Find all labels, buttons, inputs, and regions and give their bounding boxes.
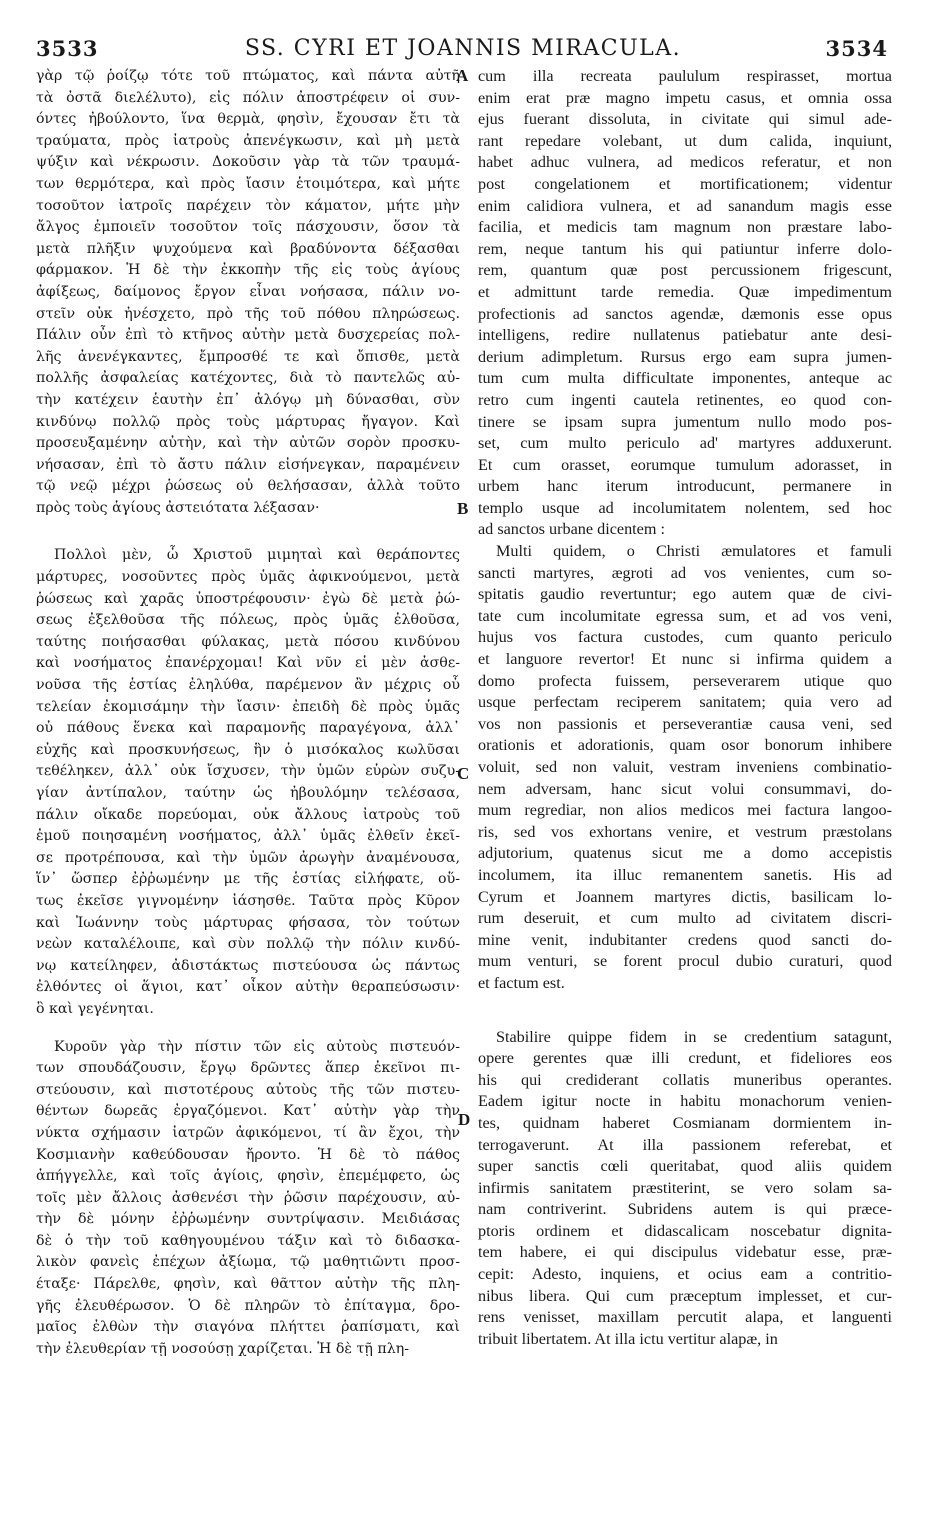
text-line: δὲ ὁ τὴν τοῦ καθηγουμένου τάξιν καὶ τὸ διδασκα- — [36, 1232, 460, 1249]
text-line: ἵν᾽ ὥσπερ ἐῤῥωμένην με τῆς ἑστίας εἰλήφατε, οὕ- — [36, 871, 460, 888]
section-marker-b: B — [457, 499, 469, 518]
text-line: tem habere, ei qui discipulus videbatur esse, præ- — [478, 1243, 892, 1262]
latin-paragraph — [478, 1027, 892, 1351]
latin-paragraph — [478, 541, 892, 994]
text-line: adjutorium, quatenus sicut me a domo accepistis — [478, 844, 892, 863]
text-line: νοῦσα τῆς ἑστίας ἐληλύθα, παρέμενον ἂν μέχρις οὗ — [36, 677, 460, 694]
text-line: rum deseruit, et cum multo ad civitatem discri- — [478, 909, 892, 928]
text-line: rem, quantum quæ post percussionem frigescunt, — [478, 261, 892, 280]
page-header — [0, 14, 926, 61]
text-line: vos non passionis et perseverantiæ causa veni, sed — [478, 714, 892, 733]
text-line: νῳ κατείληφεν, ἀδιστάκτως πιστεύουσα ὡς πάντως — [36, 957, 460, 974]
greek-column — [36, 66, 460, 1360]
text-line: et admittunt tarde remedia. Quæ impedimentum — [478, 282, 892, 301]
text-line: profectionis ad sanctos agendæ, dæmonis esse opus — [478, 304, 892, 323]
text-line: Πολλοὶ μὲν, ὦ Χριστοῦ μιμηταὶ καὶ θεράποντες — [54, 547, 460, 564]
text-line: tes, quidnam haberet Cosmianam dormientem in- — [478, 1113, 892, 1132]
section-marker-c: C — [457, 764, 470, 783]
text-line: opere gerentes quæ illi credunt, et fideliores eos — [478, 1049, 892, 1068]
text-line: λῆς ἀνενέγκαντες, ἔμπροσθέ τε καὶ ὄπισθε, μετὰ — [36, 348, 460, 365]
text-line: γίαν ἀντίπαλον, ταύτην ὡς ἠβουλόμην τελέσασα, — [36, 785, 460, 801]
text-line: mum venturi, se forent procul dubio curaturi, quod — [478, 952, 892, 971]
text-line: ἐμοῦ ποιησαμένη νοσήματος, ἀλλ᾽ ὑμᾶς ἐλθεῖν ἐκεῖ- — [36, 828, 460, 845]
text-line: Eadem igitur nocte in habitu monachorum venien- — [478, 1092, 892, 1111]
text-line: ἐλθόντες οἱ ἅγιοι, κατ᾽ οἶκον αὐτὴν θεραπεύσωσιν· — [36, 979, 460, 996]
text-line: των σπουδάζουσιν, ἔργῳ δρῶντες ἅπερ ἐκεῖνοι πι- — [36, 1060, 460, 1077]
text-line: λικὸν φανεὶς ἐπέχων ἀξίωμα, τῷ μαθητιῶντι προσ- — [36, 1254, 460, 1271]
greek-paragraph — [36, 1037, 460, 1361]
running-title: SS. CYRI ET JOANNIS MIRACULA. — [244, 36, 682, 61]
text-line: nibus libera. Qui cum præceptum implesset, et cur- — [478, 1286, 892, 1305]
page-number-left: 3533 — [36, 36, 99, 61]
text-line: intelligens, redire nullatenus patiebatur ante desi- — [478, 326, 892, 345]
text-line: θέντων δωρεᾶς ἐργαζόμενοι. Κατ᾽ αὐτὴν γὰρ τὴν — [36, 1103, 460, 1120]
text-line: των θερμότερα, καὶ πρὸς ἴασιν ἑτοιμότερα, καὶ μήτε — [36, 175, 460, 192]
text-line: φάρμακον. Ἡ δὲ τὴν ἐκκοπὴν τῆς εἰς τοὺς ἁγίους — [36, 262, 460, 279]
greek-paragraph — [36, 545, 460, 1020]
text-line: habet adhuc vulnera, ad medicos referatur, et non — [478, 153, 892, 172]
text-line: super sanctis cœli queritabat, quod aliis quidem — [478, 1157, 892, 1176]
text-line: enim calidiora vulnera, et ad sanandum magis esse — [478, 196, 892, 215]
text-line: κινδύνῳ πολλῷ πρὸς τοὺς μάρτυρας ἤγαγον. Καὶ — [36, 413, 460, 430]
text-line: τὴν δὲ μόνην ἐῤῥωμένην συντρίψασιν. Μειδιάσας — [36, 1211, 460, 1228]
text-line: templo usque ad incolumitatem nolentem, sed hoc — [478, 498, 892, 517]
text-line: καὶ νοσήματος ἐπανέρχομαι! Καὶ νῦν εἰ μὲν ἀσθε- — [36, 655, 460, 672]
text-line: infirmis sanitatem præstiterint, se vero solam sa- — [478, 1178, 892, 1197]
text-line: rens venisset, maxillam percutit alapa, et languenti — [478, 1308, 892, 1327]
section-marker-a: A — [456, 66, 469, 85]
text-line: ταύτης ποιήσασθαι φύλακας, μετὰ πόσου κινδύνου — [36, 633, 460, 650]
text-line: ὃ καὶ γεγένηται. — [36, 1000, 154, 1017]
text-line: ptoris ordinem et didascalicam noscebatur dignita- — [478, 1221, 892, 1240]
text-line: ad sanctos urbane dicentem : — [478, 520, 665, 539]
text-line: orationis et adorationis, quam osor bonorum inhibere — [478, 736, 892, 755]
text-line: ἄλγος ἐμποιεῖν τοσοῦτον τοῖς πάσχουσιν, ὅσον τὰ — [36, 219, 460, 236]
text-line: set, cum multo periculo ad' martyres adduxerunt. — [478, 434, 892, 453]
text-line: ἀφίξεως, δαίμονος ἔργον εἶναι νοήσασα, πάλιν νο- — [36, 283, 460, 300]
text-line: γὰρ τῷ ῥοίζῳ τότε τοῦ πτώματος, καὶ πάντα αὐτῆ — [36, 68, 460, 84]
text-line: τοῖς μὲν ἄλλοις ἀσθενέσι τὴν ῥῶσιν παρέχουσιν, αὐ- — [36, 1189, 460, 1206]
text-line: στεύουσιν, καὶ πιστοτέρους αὐτοὺς τῆς τῶν πιστευ- — [36, 1081, 460, 1098]
text-line: his qui crediderant collatis muneribus operantes. — [478, 1070, 892, 1089]
text-line: Et cum orasset, eorumque tumulum adorasset, in — [478, 455, 892, 474]
text-line: Stabilire quippe fidem in se credentium satagunt, — [496, 1027, 892, 1046]
text-line: νεὼν καταλέλοιπε, καὶ σὺν πολλῷ τὴν πόλιν κινδύ- — [36, 936, 460, 953]
text-line: nam contriverint. Subridens autem is qui præce- — [478, 1200, 892, 1219]
text-line: spitatis gaudio revertuntur; ego autem quæ de civi- — [478, 585, 892, 604]
text-line: πάλιν οἴκαδε πορεύομαι, οὐκ ἄλλους ἰατροὺς τοῦ — [36, 806, 460, 823]
text-line: incolumem, ita illuc remanentem sanetis. His ad — [478, 865, 892, 884]
text-line: ῥώσεως καὶ χαρᾶς ὑποστρέφουσιν· ἐγὼ δὲ μετὰ ῥώ- — [36, 590, 460, 607]
text-line: facilia, et medicis tam magnum non præstare labo- — [478, 218, 892, 237]
text-line: Multi quidem, o Christi æmulatores et famuli — [496, 542, 892, 561]
text-line: Κοσμιανὴν καθεύδουσαν ἤροντο. Ἡ δὲ τὸ πάθος — [36, 1146, 460, 1163]
section-marker-d: D — [458, 1110, 471, 1129]
text-line: μάρτυρες, νοσοῦντες πρὸς ὑμᾶς ἀφικνούμενοι, μετὰ — [36, 569, 460, 586]
latin-column — [478, 66, 892, 1350]
text-line: εὐχῆς καὶ προσκυνήσεως, ἣν ὁ μισόκαλος κωλῦσαι — [36, 741, 460, 758]
text-line: τοσοῦτον ἰατροῖς παρέχειν τὸν κάματον, μήτε μὴν — [36, 197, 460, 214]
page-number-right: 3534 — [825, 36, 888, 61]
text-line: tinere se ipsam supra jumentum nullo modo pos- — [478, 412, 892, 431]
text-line: et factum est. — [478, 973, 565, 992]
text-line: μετὰ πλῆξιν ψυχούμενα καὶ βραδύνοντα δέξασθαι — [36, 240, 460, 257]
text-line: έταξε· Πάρελθε, φησὶν, καὶ θᾶττον αὐτὴν τῆς πλη- — [36, 1276, 460, 1293]
text-line: Cyrum et Joannem martyres dictis, basilicam lo- — [478, 887, 892, 906]
text-line: et languore revertor! Et nunc si infirma quidem a — [478, 650, 892, 669]
text-line: όντες ἠβούλοντο, ἵνα θερμὰ, φησὶν, ἔχουσαν ἔτι τὰ — [36, 111, 460, 128]
text-line: tum cum multa difficultate imponentes, anteque ac — [478, 369, 892, 388]
latin-paragraph — [478, 66, 892, 541]
text-line: voluit, sed non valuit, vestram inveniens combinatio- — [478, 758, 892, 776]
text-line: cum illa recreata paululum respirasset, mortua — [478, 67, 892, 85]
text-line: τὴν ἐλευθερίαν τῇ νοσούσῃ χαρίζεται. Ἡ δὲ τῇ πλη- — [36, 1340, 409, 1357]
text-line: σεως ἐξελθοῦσα τῆς πόλεως, πρὸς ὑμᾶς ἐλθοῦσα, — [36, 612, 460, 629]
text-line: νύκτα σχήμασιν ἰατρῶν ἀφικόμενοι, τί ἂν ἔχοι, τὴν — [36, 1124, 460, 1141]
text-line: ψύξιν καὶ νέκρωσιν. Δοκοῦσιν γὰρ τὰ τῶν τραυμά- — [36, 154, 460, 171]
text-line: hujus vos factura custodes, cum quanto periculo — [478, 628, 892, 647]
text-line: σε προτρέπουσα, καὶ τὴν ὑμῶν ἀρωγὴν ἀναμένουσα, — [36, 849, 460, 866]
text-line: Πάλιν οὖν ἐπὶ τὸ κτῆνος αὐτὴν μετὰ δυσχερείας πολ- — [36, 327, 460, 344]
text-line: πολλῆς ἀσφαλείας κατέχοντες, διὰ τὸ παντελῶς αὐ- — [36, 370, 460, 387]
text-line: terrogaverunt. At illa passionem referebat, et — [478, 1135, 892, 1154]
text-line: στεῖν οὐκ ἠνέσχετο, πρὸ τῆς τοῦ πόθου πληρώσεως. — [36, 305, 460, 322]
text-line: cepit: Adesto, inquiens, et ocius eam a contritio- — [478, 1265, 892, 1284]
text-line: rant repedare volebant, ut dum calida, inquiunt, — [478, 131, 892, 150]
text-line: τως ἐκεῖσε γιγνομένην ἰάσησθε. Ταῦτα πρὸς Κῦρον — [36, 892, 460, 909]
text-line: tate cum incolumitate egressa sum, et ad vos veni, — [478, 606, 892, 625]
text-line: νήσασαν, ἐπὶ τὸ ἄστυ πάλιν εἰσήνεγκαν, παραμένειν — [36, 456, 460, 473]
text-line: domo profecta fuissem, perseverarem utique quo — [478, 671, 892, 690]
text-line: mine venit, indubitanter credens quod sancti do- — [478, 930, 892, 949]
text-line: usque perfectam reciperem sanitatem; quia vero ad — [478, 693, 892, 712]
text-line: ris, sed vos exhortans venire, et vestrum præstolans — [478, 822, 892, 841]
text-line: mum regrediar, non alios medicos mei factura langoo- — [478, 801, 892, 820]
text-line: Κυροῦν γὰρ τὴν πίστιν τῶν εἰς αὐτοὺς πιστευόν- — [54, 1038, 460, 1055]
text-line: ejus fuerant dissoluta, in civitate qui simul ade- — [478, 110, 892, 129]
text-line: enim erat præ magno impetu casus, et omnia ossa — [478, 88, 892, 107]
text-line: μαῖος ἐλθὼν τὴν σιαγόνα πλήττει ῥαπίσματι, καὶ — [36, 1319, 460, 1336]
greek-paragraph — [36, 66, 460, 519]
text-line: προσευξαμένην αὐτὴν, καὶ τὴν αὐτῶν σορὸν προσκυ- — [36, 435, 460, 452]
text-line: ἀπήγγελλε, καὶ τοῖς ἁγίοις, φησὶν, ἐπεμέμφετο, ὡς — [36, 1168, 460, 1185]
text-line: τὰ ὀστᾶ διελέλυτο), εἰς πόλιν ἀποστρέφειν οἱ συν- — [36, 89, 460, 106]
text-line: οὐ πάθους ἕνεκα καὶ παραμονῆς παραγέγονα, ἀλλ᾽ — [36, 720, 460, 737]
text-line: καὶ Ἰωάννην τοὺς μάρτυρας φήσασα, τὸν τούτων — [36, 914, 460, 931]
text-line: τὴν κατέχειν ἑαυτὴν ἐπ᾽ ἀλόγῳ μὴ δύνασθαι, σὺν — [36, 391, 460, 408]
text-line: sancti martyres, ægroti ad vos venientes, cum so- — [478, 563, 892, 582]
text-line: πρὸς τοὺς ἁγίους ἀστειότατα λέξασαν· — [36, 499, 320, 516]
text-line: τεθέληκεν, ἀλλ᾽ οὐκ ἴσχυσεν, τὴν ὑμῶν εὑρὼν συζυ- — [36, 763, 460, 780]
text-line: τῷ νεῷ μέχρι ῥώσεως οὐ θελήσασαν, ἀλλὰ τοῦτο — [36, 478, 460, 495]
text-line: retro cum ingenti cautela retinentes, eo quod con- — [478, 390, 892, 409]
text-line: rem, neque tantum his qui patiuntur inferre dolo- — [478, 239, 892, 258]
text-line: τελείαν ἐκομισάμην τὴν ἴασιν· ἐπειδὴ δὲ πρὸς ὑμᾶς — [36, 698, 460, 715]
text-line: urbem hanc iterum introducunt, permanere in — [478, 477, 892, 496]
text-line: nem adversam, hanc sicut volui consummavi, do- — [478, 779, 892, 798]
text-line: post congelationem et mortificationem; videntur — [478, 174, 892, 193]
text-line: γῆς ἐλευθέρωσον. Ὁ δὲ πληρῶν τὸ ἐπίταγμα, δρο- — [36, 1297, 460, 1314]
text-line: derium adimpletum. Rursus ergo eam supra jumen- — [478, 347, 892, 366]
text-line: tribuit libertatem. At illa ictu vertitur alapæ, in — [478, 1329, 778, 1348]
text-line: τραύματα, πρὸς ἰατροὺς ἀπενέγκωσιν, καὶ μὴ μετὰ — [36, 132, 460, 149]
